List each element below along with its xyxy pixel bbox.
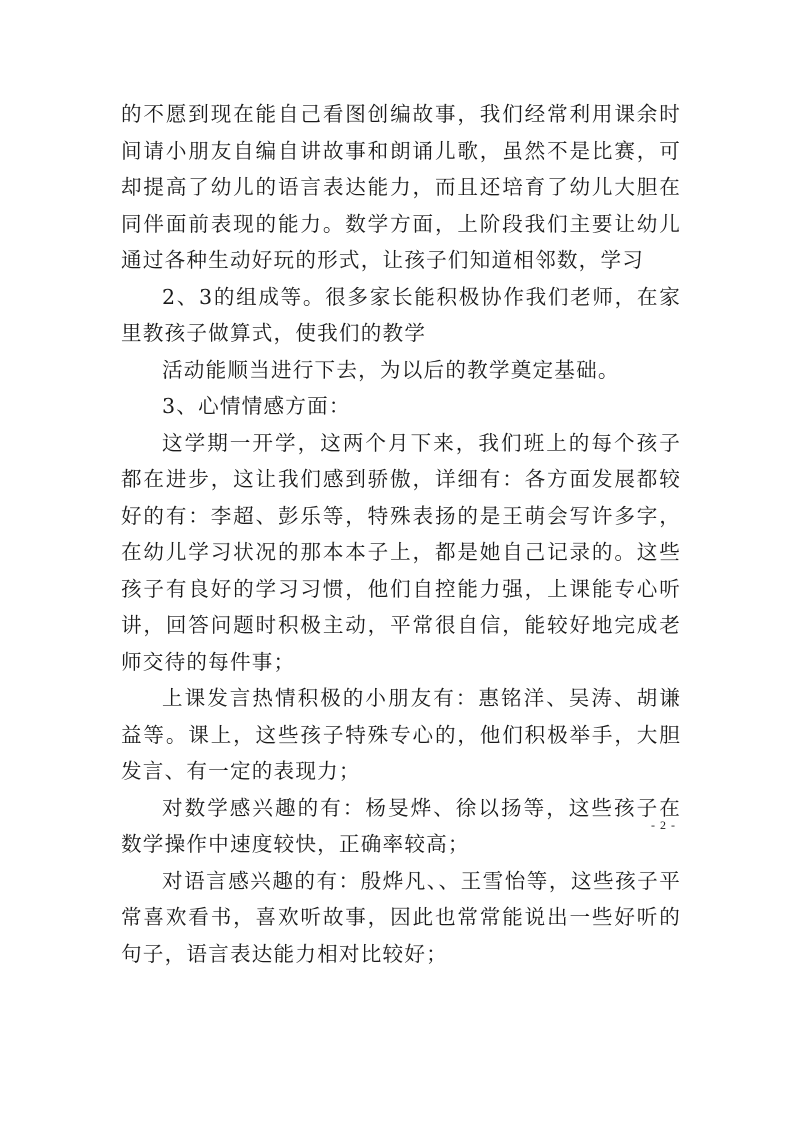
paragraph-continuation: 的不愿到现在能自己看图创编故事，我们经常利用课余时间请小朋友自编自讲故事和朗诵儿歌，虽然不是比赛，可却提高了幼儿的语言表达能力，而且还培育了幼儿大胆在同伴面前表现的能力。数学方面，上阶段我们主要让幼儿通过各种生动好玩的形式，让孩子们知道相邻数，学习 — [121, 102, 681, 272]
page-number: - 2 - — [651, 818, 676, 832]
paragraph-teaching-activities: 活动能顺当进行下去，为以后的教学奠定基础。 — [162, 357, 620, 382]
section-heading-emotion: 3、心情情感方面： — [162, 394, 351, 418]
paragraph-semester-progress: 这学期一开学，这两个月下来，我们班上的每个孩子都在进步，这让我们感到骄傲，详细有：各方面发展都较好的有：李超、彭乐等，特殊表扬的是王萌会写许多字，在幼儿学习状况的那本本子上，都是她自己记录的。这些孩子有良好的学习习惯，他们自控能力强，上课能专心听讲，回答问题时积极主动，平常很自信，能较好地完成老师交待的每件事； — [121, 430, 681, 674]
paragraph-math-composition: 2、3的组成等。很多家长能积极协作我们老师，在家里教孩子做算式，使我们的教学 — [121, 284, 681, 345]
paragraph-active-speakers: 上课发言热情积极的小朋友有：惠铭洋、吴涛、胡谦益等。课上，这些孩子特殊专心的，他们积极举手，大胆发言、有一定的表现力； — [121, 686, 681, 783]
paragraph-language-interest: 对语言感兴趣的有：殷烨凡、、王雪怡等，这些孩子平常喜欢看书，喜欢听故事，因此也常常能说出一些好听的句子，语言表达能力相对比较好； — [121, 868, 681, 966]
paragraph-math-interest: 对数学感兴趣的有：杨旻烨、徐以扬等，这些孩子在数学操作中速度较快，正确率较高； — [121, 795, 681, 856]
document-body — [121, 96, 681, 972]
